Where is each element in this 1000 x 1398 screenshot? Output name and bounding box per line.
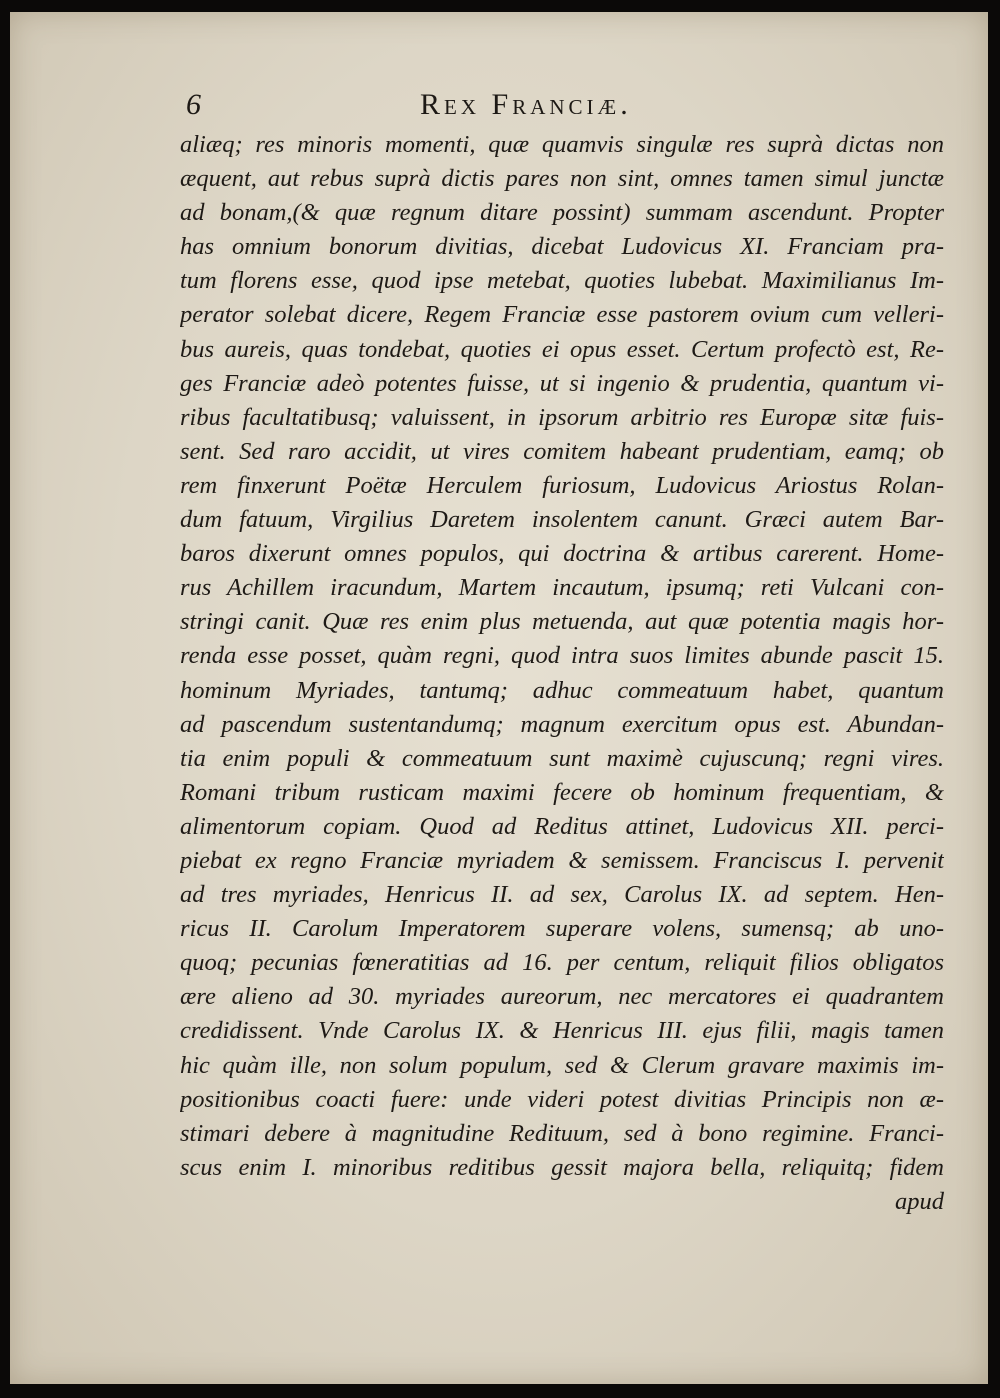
text-line: stringi canit. Quæ res enim plus metuenda, aut quæ potentia magis hor-	[180, 608, 944, 636]
text-line: ribus facultatibusq; valuissent, in ipsorum arbitrio res Europæ sitæ fuis-	[180, 403, 944, 431]
page-number: 6	[186, 88, 201, 121]
text-line: ad tres myriades, Henricus II. ad sex, Carolus IX. ad septem. Hen-	[180, 881, 944, 909]
text-line: dum fatuum, Virgilius Daretem insolentem canunt. Græci autem Bar-	[180, 506, 944, 534]
text-line: ad pascendum sustentandumq; magnum exercitum opus est. Abundan-	[180, 710, 944, 738]
text-line: quoq; pecunias fœneratitias ad 16. per centum, reliquit filios obligatos	[180, 949, 944, 977]
body-text	[180, 128, 944, 1219]
running-title: Rex Franciæ.	[420, 88, 632, 121]
text-line: sent. Sed raro accidit, ut vires comitem habeant prudentiam, eamq; ob	[180, 437, 944, 465]
text-line: scus enim I. minoribus reditibus gessit majora bella, reliquitq; fidem	[180, 1153, 944, 1181]
book-page	[10, 12, 988, 1384]
text-line: aliæq; res minoris momenti, quæ quamvis singulæ res suprà dictas non	[180, 131, 944, 158]
text-line: alimentorum copiam. Quod ad Reditus attinet, Ludovicus XII. perci-	[180, 812, 944, 840]
text-line: Romani tribum rusticam maximi fecere ob hominum frequentiam, &	[180, 778, 944, 806]
text-line: rem finxerunt Poëtæ Herculem furiosum, Ludovicus Ariostus Rolan-	[180, 471, 944, 499]
catchword: apud	[895, 1187, 944, 1215]
page-header	[180, 88, 940, 128]
text-line: has omnium bonorum divitias, dicebat Ludovicus XI. Franciam pra-	[180, 233, 944, 261]
text-line: stimari debere à magnitudine Redituum, sed à bono regimine. Franci-	[180, 1119, 944, 1147]
text-line: bus aureis, quas tondebat, quoties ei opus esset. Certum profectò est, Re-	[180, 335, 944, 363]
text-line: tum florens esse, quod ipse metebat, quoties lubebat. Maximilianus Im-	[180, 267, 944, 295]
text-line: credidissent. Vnde Carolus IX. & Henricus III. ejus filii, magis tamen	[180, 1017, 944, 1045]
text-line: positionibus coacti fuere: unde videri potest divitias Principis non æ-	[180, 1085, 944, 1113]
text-line: ad bonam,(& quæ regnum ditare possint) summam ascendunt. Propter	[180, 199, 944, 227]
text-line: hic quàm ille, non solum populum, sed & Clerum gravare maximis im-	[180, 1051, 944, 1079]
text-line: rus Achillem iracundum, Martem incautum, ipsumq; reti Vulcani con-	[180, 574, 944, 602]
text-line: tia enim populi & commeatuum sunt maximè cujuscunq; regni vires.	[180, 744, 944, 772]
text-line: ges Franciæ adeò potentes fuisse, ut si ingenio & prudentia, quantum vi-	[180, 369, 944, 397]
text-line: ricus II. Carolum Imperatorem superare volens, sumensq; ab uno-	[180, 915, 944, 943]
text-line: æquent, aut rebus suprà dictis pares non sint, omnes tamen simul junctæ	[180, 165, 944, 193]
text-line: renda esse posset, quàm regni, quod intra suos limites abunde pascit 15.	[180, 642, 944, 670]
text-line: baros dixerunt omnes populos, qui doctrina & artibus carerent. Home-	[180, 540, 944, 568]
text-line: piebat ex regno Franciæ myriadem & semissem. Franciscus I. pervenit	[180, 846, 944, 874]
text-line: ære alieno ad 30. myriades aureorum, nec mercatores ei quadrantem	[180, 983, 944, 1011]
text-line: perator solebat dicere, Regem Franciæ esse pastorem ovium cum velleri-	[180, 301, 944, 329]
text-line: hominum Myriades, tantumq; adhuc commeatuum habet, quantum	[180, 676, 944, 704]
